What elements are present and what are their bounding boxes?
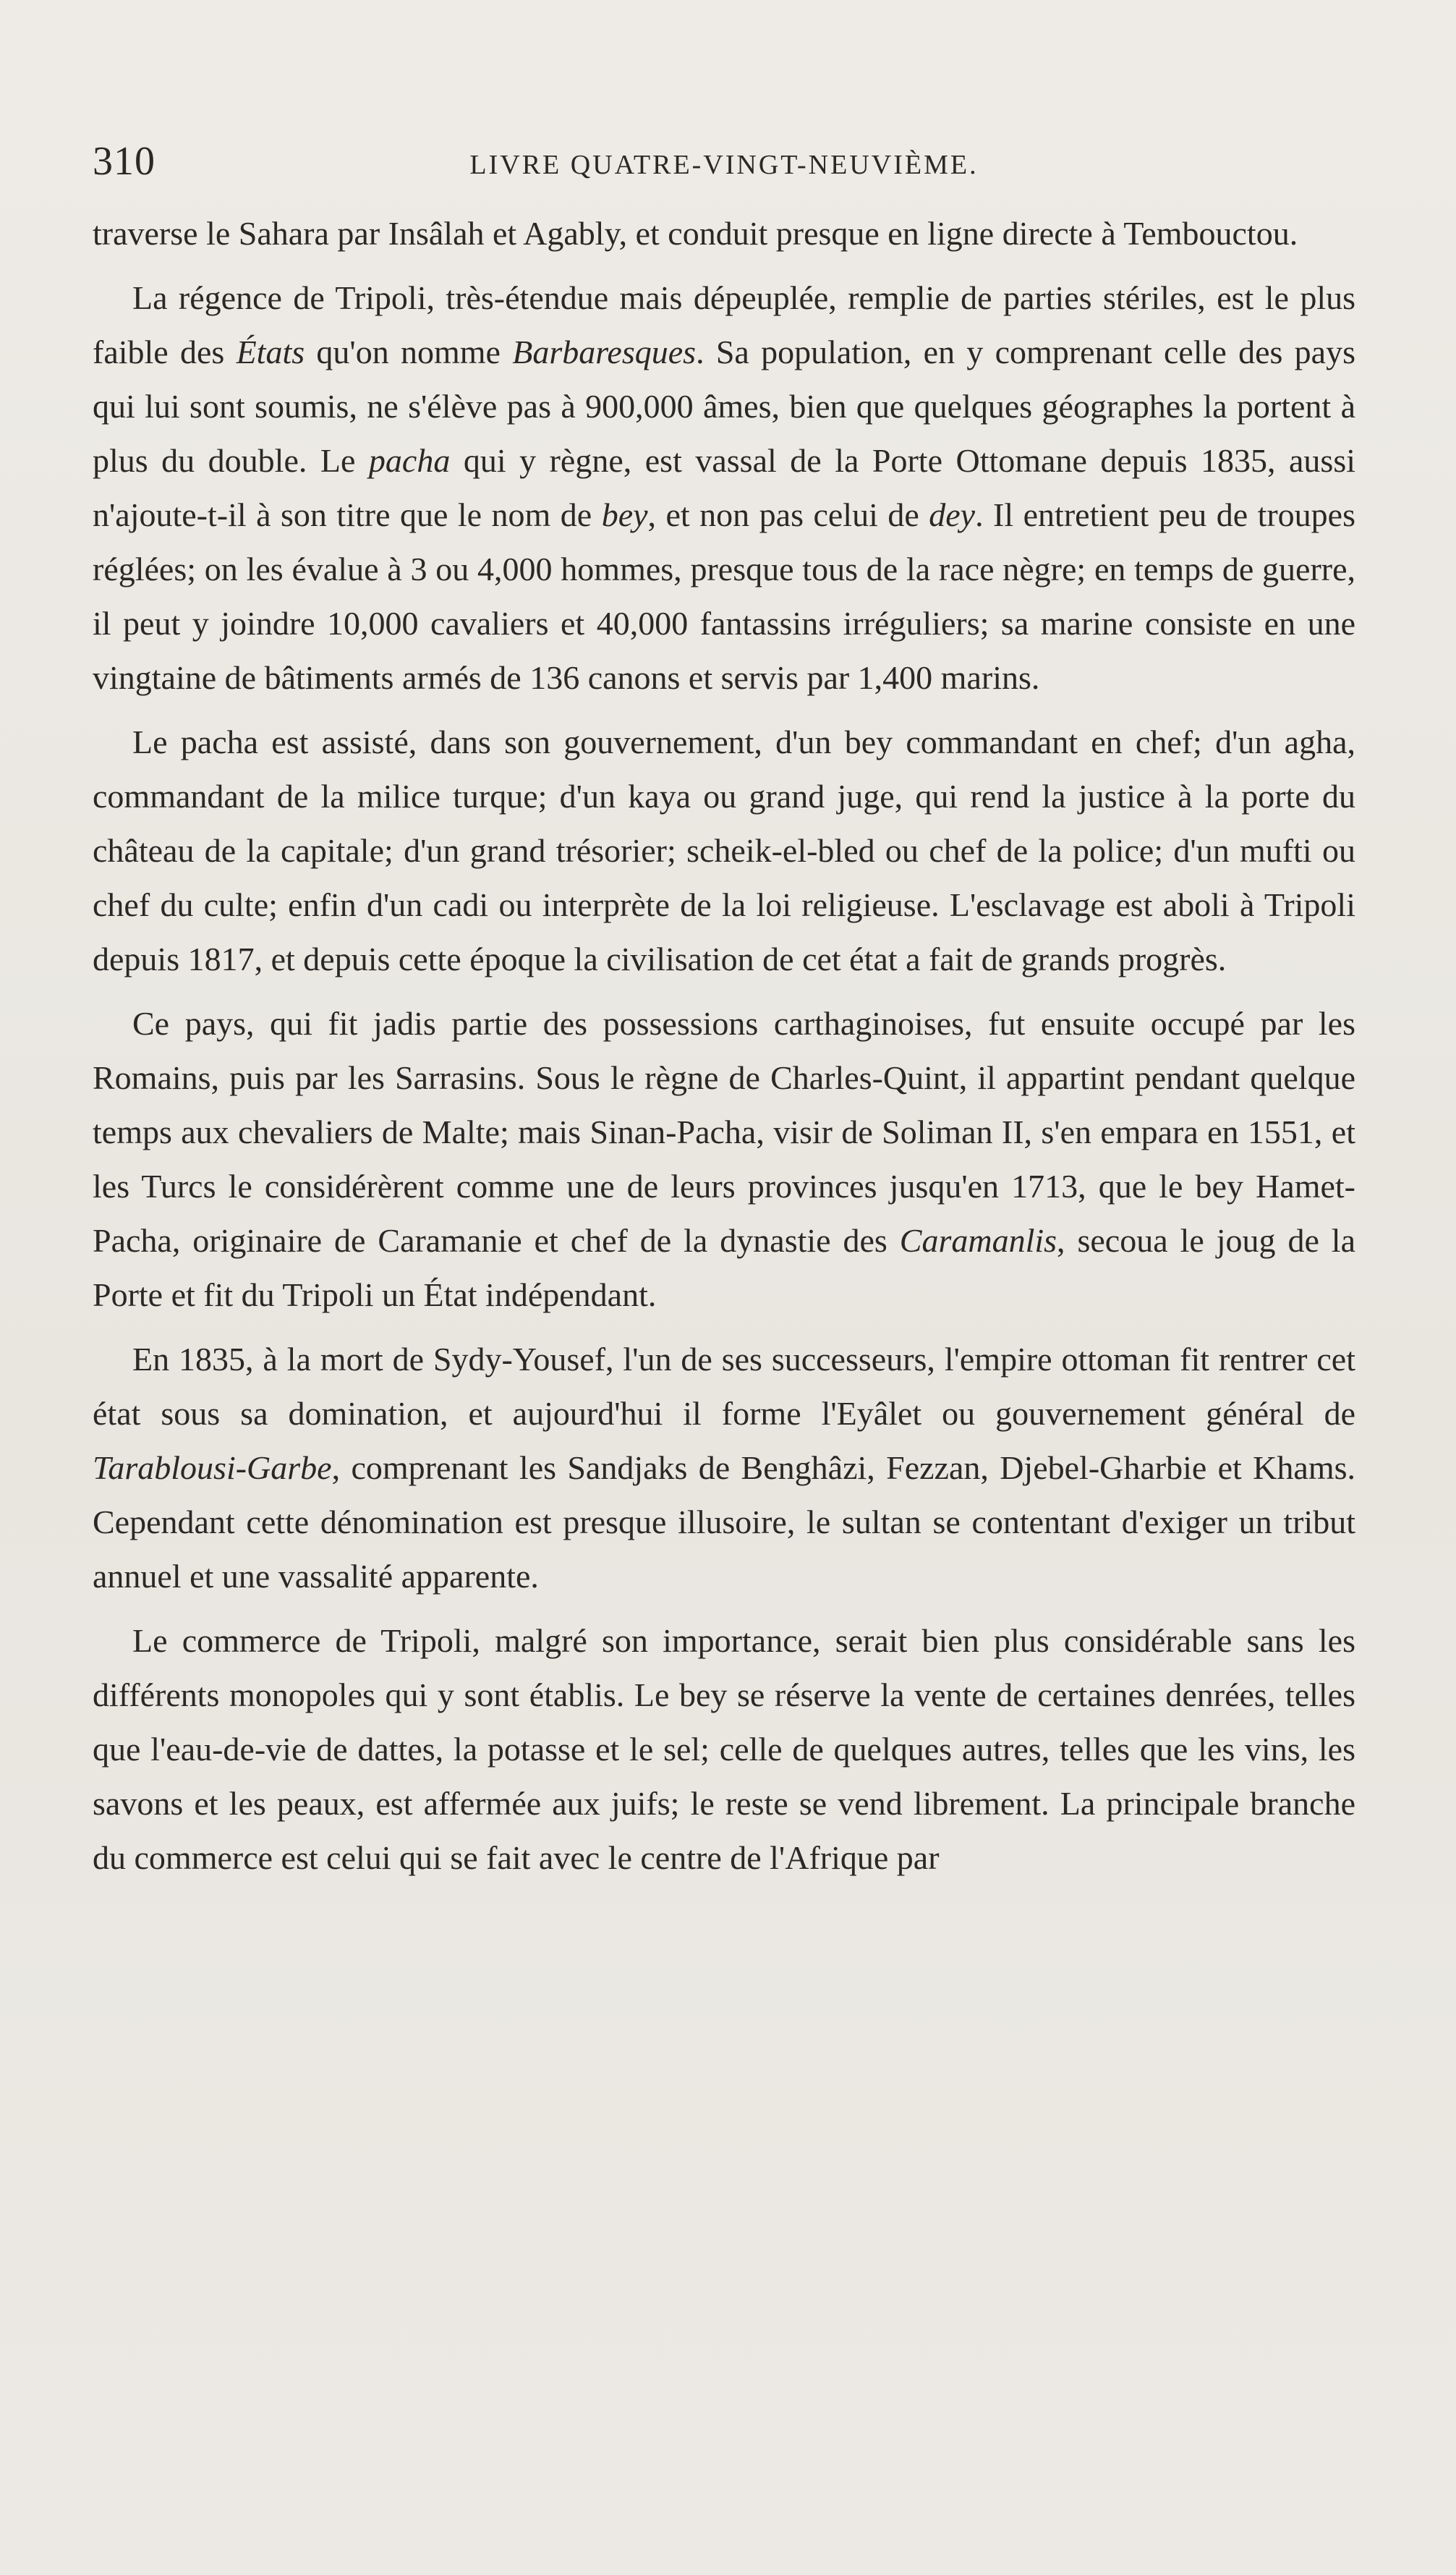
paragraph-6-text: Le commerce de Tripoli, malgré son importance, serait bien plus considérable sans les différents monopoles qui y sont établis. Le bey se réserve la vente de certaines denrées, telles que l'eau-de-vie de dattes, la potasse et le sel; celle de quelques autres, telles que les vins, les savons et les peaux, est affermée aux juifs; le reste se vend librement. La principale branche du commerce est celui qui se fait avec le centre de l'Afrique par xyxy=(93,1622,1355,1876)
term-dey: dey xyxy=(929,496,976,533)
paragraph-5 xyxy=(93,1332,1355,1603)
term-caramanlis: Caramanlis xyxy=(899,1222,1057,1259)
body-text xyxy=(93,206,1355,1895)
paragraph-2-text-i: , et non pas celui de xyxy=(647,496,929,533)
paragraph-2-text-k: . Il entretient peu de troupes réglées; on les évalue à 3 ou 4,000 hommes, presque tous de la race nègre; en temps de guerre, il peut y joindre 10,000 cavaliers et 40,000 fantassins irréguliers; sa marine consiste en une vingtaine de bâtiments armés de 136 canons et servis par 1,400 marins. xyxy=(93,496,1356,696)
page-header xyxy=(93,136,1355,187)
paragraph-6 xyxy=(93,1613,1355,1885)
paragraph-2-text-a: La régence de Tripoli, très-étendue mais dépeuplée, remplie de parties stériles, est le plus faible des xyxy=(93,279,1355,370)
paragraph-4-text-c: , secoua le joug de la Porte et fit du Tripoli un État indépendant. xyxy=(93,1222,1355,1313)
paragraph-3 xyxy=(93,715,1355,986)
paragraph-4-text-a: Ce pays, qui fit jadis partie des possessions carthaginoises, fut ensuite occupé par les Romains, puis par les Sarrasins. Sous le règne de Charles-Quint, il appartint pendant quelque temps aux chevaliers de Malte; mais Sinan-Pacha, visir de Soliman II, s'en empara en 1551, et les Turcs le considérèrent comme une de leurs provinces jusqu'en 1713, que le bey Hamet-Pacha, originaire de Caramanie et chef de la dynastie des xyxy=(93,1005,1355,1259)
paragraph-2 xyxy=(93,271,1355,705)
paragraph-2-text-g: qui y règne, est vassal de la Porte Ottomane depuis 1835, aussi n'ajoute-t-il à son titre que le nom de xyxy=(93,442,1355,533)
paragraph-2-text-e: . Sa population, en y comprenant celle des pays qui lui sont soumis, ne s'élève pas à 900,000 âmes, bien que quelques géographes la portent à plus du double. Le xyxy=(93,334,1356,479)
paragraph-5-text-c: , comprenant les Sandjaks de Benghâzi, Fezzan, Djebel-Gharbie et Khams. Cependant cette dénomination est presque illusoire, le sultan se contentant d'exiger un tribut annuel et une vassalité apparente. xyxy=(93,1449,1355,1595)
paragraph-2-text-c: qu'on nomme xyxy=(305,334,513,370)
paragraph-4 xyxy=(93,996,1355,1322)
paragraph-3-text: Le pacha est assisté, dans son gouvernement, d'un bey commandant en chef; d'un agha, commandant de la milice turque; d'un kaya ou grand juge, qui rend la justice à la porte du château de la capitale; d'un grand trésorier; scheik-el-bled ou chef de la police; d'un mufti ou chef du culte; enfin d'un cadi ou interprète de la loi religieuse. L'esclavage est aboli à Tripoli depuis 1817, et depuis cette époque la civilisation de cet état a fait de grands progrès. xyxy=(93,724,1355,977)
term-pacha: pacha xyxy=(368,442,451,479)
term-etats: États xyxy=(236,334,305,370)
paragraph-1 xyxy=(93,206,1355,260)
running-title: LIVRE QUATRE-VINGT-NEUVIÈME. xyxy=(469,150,979,180)
term-bey: bey xyxy=(601,496,648,533)
page-number: 310 xyxy=(93,139,156,184)
term-barbaresques: Barbaresques xyxy=(512,334,697,370)
paragraph-1-text: traverse le Sahara par Insâlah et Agably, et conduit presque en ligne directe à Tembouctou. xyxy=(93,215,1298,252)
term-tarablousi-garbe: Tarablousi-Garbe xyxy=(93,1449,332,1486)
paragraph-5-text-a: En 1835, à la mort de Sydy-Yousef, l'un de ses successeurs, l'empire ottoman fit rentrer cet état sous sa domination, et aujourd'hui il forme l'Eyâlet ou gouvernement général de xyxy=(93,1341,1355,1432)
